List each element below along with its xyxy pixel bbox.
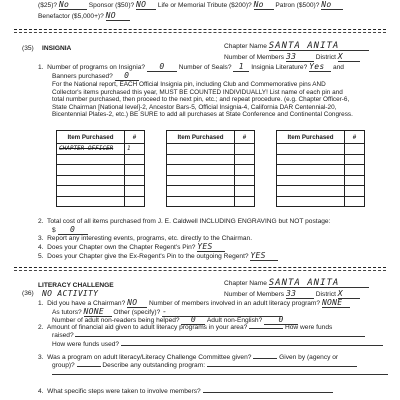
question-number: 3. — [38, 354, 44, 361]
literature-label: Insignia Literature? — [251, 64, 308, 71]
literature-value: Yes — [309, 63, 331, 72]
district-label: District — [315, 291, 336, 298]
table-row — [57, 196, 145, 207]
table-cell — [277, 144, 345, 155]
instructions-line: total number purchased, then proceed to the next pin, etc.; and repeat procedure. (e.g. Chapter Officer-6, — [52, 96, 350, 104]
no-activity-note: NO ACTIVITY — [42, 289, 99, 298]
question-number: 1. — [38, 300, 44, 307]
funds-used-value — [121, 345, 383, 346]
question-number: 3. — [38, 235, 44, 242]
purchase-table-2 — [166, 130, 255, 207]
table-cell — [167, 186, 235, 197]
tutors-label: As tutors? — [52, 309, 82, 316]
describe-label: Describe any outstanding program: — [102, 362, 206, 369]
lit-q2-used-line — [52, 341, 383, 349]
regent-pin-value: YES — [197, 243, 225, 252]
financial-aid-value — [249, 328, 283, 329]
question-number: 4. — [38, 244, 44, 251]
table-header-row — [277, 131, 365, 144]
table-cell-text: CHAPTER OFFICER — [59, 145, 114, 153]
program-given-value — [253, 358, 277, 359]
table-row — [167, 154, 255, 165]
q1-line — [38, 63, 344, 72]
district-label: District — [315, 54, 336, 61]
top-line1 — [38, 1, 343, 10]
table-cell — [57, 154, 125, 165]
table-cell — [235, 165, 255, 176]
table-row — [57, 165, 145, 176]
purchase-table-1 — [56, 130, 145, 207]
lit-q2-line — [38, 324, 332, 332]
benefactor-line — [38, 12, 130, 21]
table-cell — [235, 144, 255, 155]
table-cell — [57, 165, 125, 176]
tutors-value: NONE — [84, 308, 112, 317]
seals-value: 1 — [233, 63, 249, 72]
programs-label: Number of programs on Insignia? — [47, 64, 146, 71]
instructions-line: Bicentennial Plates-2, etc.) BE SURE to add all purchases at State Conference and Continental Congress. — [52, 111, 353, 119]
table-cell — [277, 175, 345, 186]
lit-q2-raised-line — [52, 332, 365, 340]
section-title: INSIGNIA — [42, 45, 72, 52]
members-value: 33 — [286, 290, 314, 299]
table-cell — [125, 186, 145, 197]
section-divider — [14, 29, 386, 30]
table-row — [277, 175, 365, 186]
table-cell — [125, 154, 145, 165]
seals-label: Number of Seals? — [178, 64, 232, 71]
table-cell — [277, 165, 345, 176]
table-header-item: Item Purchased — [277, 131, 345, 144]
table-row — [277, 154, 365, 165]
banners-label: Banners purchased? — [52, 73, 113, 80]
funds-used-label: How were funds used? — [52, 341, 120, 348]
sponsor-label: Sponsor ($50)? — [88, 2, 135, 9]
table-cell — [345, 144, 365, 155]
describe-line — [52, 374, 388, 375]
instructions-line: For the National report, EACH Official Insignia pin, including Club and Commemorative pins AND — [52, 81, 326, 88]
other-label: Other (specify)? — [113, 309, 161, 316]
total-cost-label: Total cost of all items purchased from J. E. Caldwell INCLUDING ENGRAVING but NOT postage: — [47, 218, 331, 225]
q4-line — [38, 243, 225, 252]
nonenglish-label: Adult non-English? — [206, 317, 263, 324]
members-label: Number of Members — [224, 54, 285, 61]
top-line1-prefix: ($25)? — [38, 2, 58, 9]
section-number: (35) — [22, 45, 34, 52]
table-cell — [235, 186, 255, 197]
purchase-table-3 — [276, 130, 365, 207]
table-row — [277, 196, 365, 207]
section-divider — [14, 270, 386, 271]
table-cell — [167, 196, 235, 207]
describe-value — [207, 366, 357, 367]
q2-value-line — [52, 226, 88, 235]
members-line — [224, 53, 360, 62]
q3-line — [38, 235, 252, 243]
involve-members-label: What specific steps were taken to involve members? — [47, 388, 201, 395]
table-cell — [167, 165, 235, 176]
adult-program-label: Number of members involved in an adult literacy program? — [148, 300, 321, 307]
ex-regent-pin-value: YES — [250, 252, 278, 261]
banners-value: 0 — [115, 72, 139, 81]
table-row — [277, 186, 365, 197]
table-cell — [235, 154, 255, 165]
lit-q3-line — [38, 354, 338, 362]
given-by-label: Given by (agency or — [279, 354, 339, 361]
life-value: No — [254, 1, 274, 10]
table-header-item: Item Purchased — [167, 131, 235, 144]
table-cell — [57, 196, 125, 207]
and-text: and — [332, 64, 344, 71]
patron-value: No — [321, 1, 343, 10]
table-header-row — [167, 131, 255, 144]
table-header-num: # — [125, 131, 145, 144]
table-cell — [235, 196, 255, 207]
table-row — [167, 186, 255, 197]
table-row — [167, 165, 255, 176]
table-row — [57, 144, 145, 155]
chapter-name-line — [224, 42, 369, 51]
table-cell — [57, 144, 125, 155]
table-cell — [345, 186, 365, 197]
lit-q3-group-line — [52, 362, 357, 370]
group-label: group)? — [52, 362, 75, 369]
table-row — [167, 196, 255, 207]
chapter-name-label: Chapter Name — [224, 280, 267, 287]
table-row — [167, 144, 255, 155]
regent-pin-label: Does your Chapter own the Chapter Regent's Pin? — [47, 244, 196, 251]
table-row — [57, 175, 145, 186]
q2-line — [38, 218, 330, 226]
table-cell — [345, 165, 365, 176]
section-divider — [14, 32, 386, 33]
ex-regent-pin-label: Does your Chapter give the Ex-Regent's Pin to the outgoing Regent? — [47, 253, 249, 260]
raised-value — [75, 336, 365, 337]
table-row — [277, 165, 365, 176]
banners-line — [52, 72, 139, 81]
instructions-paragraph — [52, 81, 388, 119]
table-row — [277, 144, 365, 155]
life-label: Life or Memorial Tribute ($200)? — [157, 2, 252, 9]
section-title: LITERACY CHALLENGE — [38, 282, 114, 289]
nonenglish-value: 0 — [264, 316, 298, 325]
chairman-label: Did you have a Chairman? — [47, 300, 126, 307]
chapter-name-value: SANTA ANITA — [269, 42, 369, 51]
question-number: 5. — [38, 253, 44, 260]
question-number: 1. — [38, 64, 44, 71]
table-cell — [345, 196, 365, 207]
table-cell — [125, 175, 145, 186]
question-number: 2. — [38, 324, 44, 331]
table-cell — [235, 175, 255, 186]
table-header-row — [57, 131, 145, 144]
chapter-name-line — [224, 279, 369, 288]
table-header-num: # — [235, 131, 255, 144]
programs-value: 0 — [147, 63, 177, 72]
chapter-name-label: Chapter Name — [224, 43, 267, 50]
table-cell — [125, 196, 145, 207]
chapter-name-value: SANTA ANITA — [269, 279, 369, 288]
district-value: X — [338, 290, 360, 299]
table-cell — [277, 154, 345, 165]
top-line1-value: No — [59, 1, 87, 10]
involve-members-value — [203, 392, 333, 393]
q5-line — [38, 252, 278, 261]
instructions-line: Collector's items purchased this year, MUST BE COUNTED INDIVIDUALLY! List name of each pin and — [52, 88, 343, 96]
table-cell — [57, 186, 125, 197]
chairman-value: NO — [127, 299, 147, 308]
table-row — [57, 154, 145, 165]
total-cost-value: 0 — [58, 226, 88, 235]
dollar-sign: $ — [52, 227, 56, 234]
table-cell — [277, 196, 345, 207]
adult-program-value: NONE — [322, 299, 350, 308]
financial-aid-label: Amount of financial aid given to adult literacy programs in your area? — [46, 324, 248, 331]
report-events-text: Report any interesting events, programs, etc. directly to the Chairman. — [47, 235, 253, 242]
patron-label: Patron ($500)? — [275, 2, 320, 9]
table-header-item: Item Purchased — [57, 131, 125, 144]
table-cell: 1 — [125, 144, 145, 155]
table-cell — [167, 175, 235, 186]
table-cell — [345, 154, 365, 165]
members-label: Number of Members — [224, 291, 285, 298]
nonreaders-label: Number of adult non-readers being helped? — [52, 317, 180, 324]
other-value: - — [162, 308, 282, 317]
program-given-label: Was a program on adult literacy/Literacy Challenge Committee given? — [47, 354, 252, 361]
table-row — [167, 175, 255, 186]
table-cell — [345, 175, 365, 186]
district-value: X — [338, 53, 360, 62]
benefactor-value: NO — [106, 12, 130, 21]
table-row — [57, 186, 145, 197]
sponsor-value: NO — [136, 1, 156, 10]
funds-raised-label: How were funds — [285, 324, 333, 331]
section-divider — [14, 267, 386, 268]
benefactor-label: Benefactor ($5,000+)? — [38, 13, 104, 20]
question-number: 2. — [38, 218, 44, 225]
table-header-num: # — [345, 131, 365, 144]
nonreaders-value: 0 — [181, 316, 205, 325]
table-cell — [125, 165, 145, 176]
table-cell — [277, 186, 345, 197]
instructions-line: State Chairman [National level]-2, Ancestor Bars-5, Official Insignia-4, California DAR Centennial-20, — [52, 103, 337, 111]
table-cell — [57, 175, 125, 186]
table-cell — [167, 154, 235, 165]
members-value: 33 — [286, 53, 314, 62]
section-number: (36) — [22, 290, 34, 297]
group-value — [77, 366, 101, 367]
table-cell — [167, 144, 235, 155]
question-number: 4. — [38, 388, 44, 395]
raised-label: raised? — [52, 332, 74, 339]
lit-q4-line — [38, 388, 333, 396]
